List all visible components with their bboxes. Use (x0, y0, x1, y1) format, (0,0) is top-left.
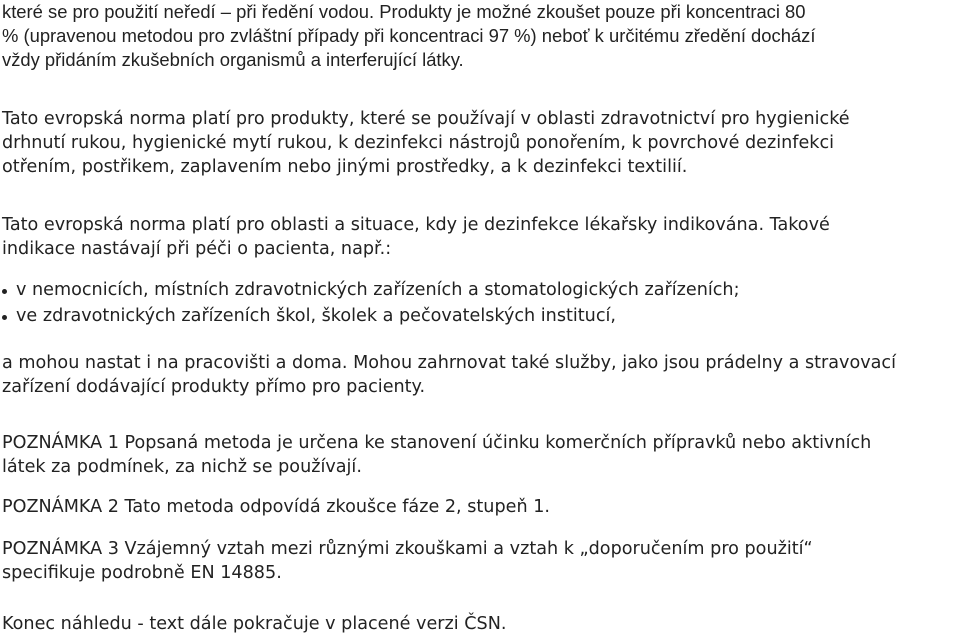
preview-end-notice (2, 612, 952, 636)
list-item: ve zdravotnických zařízeních škol, školek a pečovatelských institucí, (0, 304, 950, 330)
text-line: otřením, postřikem, zaplavením nebo jinými prostředky, a k dezinfekci textilií. (2, 157, 688, 177)
note-2 (2, 495, 952, 519)
text-line: POZNÁMKA 3 Vzájemný vztah mezi různými zkouškami a vztah k „doporučením pro použití“ (2, 539, 813, 559)
list-item: v nemocnicích, místních zdravotnických zařízeních a stomatologických zařízeních; (0, 278, 950, 304)
note-3 (2, 537, 952, 585)
paragraph-workplace (2, 351, 952, 399)
text-line: % (upravenou metodou pro zvláštní případy při koncentraci 97 %) neboť k určitému zředění dochází (2, 25, 816, 46)
facility-list (0, 278, 950, 330)
text-line: a mohou nastat i na pracovišti a doma. Mohou zahrnovat také služby, jako jsou prádelny a stravovací (2, 353, 896, 373)
text-line: POZNÁMKA 1 Popsaná metoda je určena ke stanovení účinku komerčních přípravků nebo aktivních (2, 433, 872, 453)
text-line: zařízení dodávající produkty přímo pro pacienty. (2, 377, 426, 397)
text-line: indikace nastávají při péči o pacienta, např.: (2, 239, 392, 259)
text-line: specifikuje podrobně EN 14885. (2, 563, 282, 583)
text-line: které se pro použití neředí – při ředění vodou. Produkty je možné zkoušet pouze při koncentraci 80 (2, 1, 806, 22)
paragraph-scope (2, 107, 952, 179)
text-line: látek za podmínek, za nichž se používají. (2, 457, 362, 477)
text-line: drhnutí rukou, hygienické mytí rukou, k dezinfekci nástrojů ponořením, k povrchové dezinfekci (2, 133, 835, 153)
note-1 (2, 431, 952, 479)
text-line: vždy přidáním zkušebních organismů a interferující látky. (2, 49, 464, 70)
text-line: Konec náhledu - text dále pokračuje v placené verzi ČSN. (2, 614, 507, 634)
text-line: Tato evropská norma platí pro oblasti a situace, kdy je dezinfekce lékařsky indikována. Takové (2, 215, 830, 235)
paragraph-areas (2, 213, 952, 261)
paragraph-intro (2, 0, 952, 72)
text-line: Tato evropská norma platí pro produkty, které se používají v oblasti zdravotnictví pro hygienické (2, 109, 850, 129)
text-line: POZNÁMKA 2 Tato metoda odpovídá zkoušce fáze 2, stupeň 1. (2, 497, 550, 517)
